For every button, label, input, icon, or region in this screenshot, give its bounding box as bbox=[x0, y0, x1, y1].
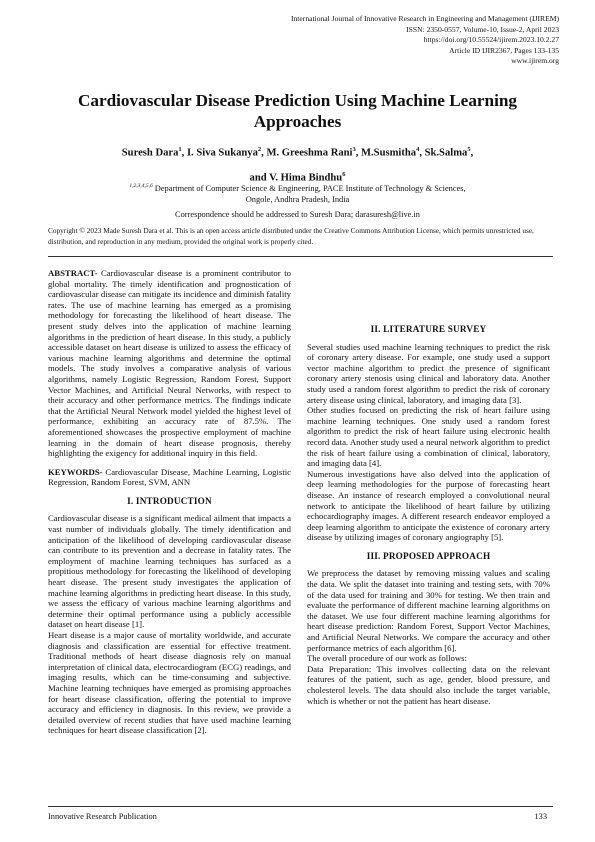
author-name: I. Siva Sukanya bbox=[186, 147, 258, 159]
author-index: 3 bbox=[352, 146, 356, 153]
copyright-notice: Copyright © 2023 Made Suresh Dara et al. This is an open access article distributed under the Creative Commons Attribution License, which permits unrestricted use, distribution, and reproduction in any medium, provided the original work is properly cited. bbox=[48, 226, 534, 246]
author-name: Sk.Salma bbox=[424, 147, 468, 159]
proposed-paragraph: We preprocess the dataset by removing missing values and scaling the data. We split the dataset into training and testing sets, with 70% of the data used for training and 30% for testing. We then train and evaluate the performance of different machine learning algorithms on the dataset. We use four different machine learning algorithms for heart disease prediction: Random Forest, Support Vector Machines, and Artificial Neural Networks. We compare the accuracy and other performance metrics of each algorithm [6]. bbox=[307, 568, 550, 653]
affiliation-line2: Ongole, Andhra Pradesh, India bbox=[245, 194, 350, 204]
author-name: M.Susmitha bbox=[361, 147, 417, 159]
paper-title: Cardiovascular Disease Prediction Using Machine Learning Approaches bbox=[77, 91, 518, 131]
article-id: Article ID IJIR2367, Pages 133-135 bbox=[449, 45, 559, 55]
proposed-paragraph: Data Preparation: This involves collecting data on the relevant features of the patient, such as age, gender, blood pressure, and cholesterol levels. The data should also include the target variable, which is whether or not the patient has heart disease. bbox=[307, 663, 550, 706]
section-heading-introduction: I. INTRODUCTION bbox=[127, 495, 212, 506]
author-separator: , bbox=[181, 147, 187, 159]
right-column bbox=[307, 268, 550, 706]
correspondence: Correspondence should be addressed to Suresh Dara; darasuresh@live.in bbox=[175, 210, 420, 219]
section-heading-proposed: III. PROPOSED APPROACH bbox=[366, 550, 491, 561]
author-name: M. Greeshma Rani bbox=[266, 147, 353, 159]
author-index: 1 bbox=[178, 146, 182, 153]
issn-line: ISSN: 2350-0557, Volume-10, Issue-2, April 2023 bbox=[406, 24, 559, 34]
affiliation-line1: Department of Computer Science & Engineering, PACE Institute of Technology & Sciences, bbox=[154, 183, 466, 193]
intro-paragraph: Cardiovascular disease is a significant medical ailment that impacts a vast number of individuals globally. The timely identification and anticipation of the likelihood of developing cardiovascular disease can contribute to its prevention and a decrease in fatality rates. The employment of machine learning techniques has surfaced as a propitious methodology for forecasting the likelihood of developing heart disease. The present study investigates the application of machine learning algorithms in predicting heart disease. In this study, we assess the efficacy of various machine learning algorithms and determine their optimal performance using a publicly accessible dataset on heart disease [1]. bbox=[48, 513, 291, 630]
author-separator: , bbox=[355, 147, 362, 159]
keywords-label: KEYWORDS- bbox=[48, 466, 103, 477]
author-separator: , bbox=[261, 147, 267, 159]
author-name: and V. Hima Bindhu bbox=[249, 172, 343, 184]
author-separator: , bbox=[419, 147, 425, 159]
literature-paragraph: Several studies used machine learning techniques to predict the risk of coronary artery disease. For example, one study used a support vector machine algorithm to predict the presence of significant coronary artery stenosis using clinical and laboratory data. Another study used a random forest algorithm to predict the risk of coronary artery disease using clinical, laboratory, and imaging data [3]. bbox=[307, 341, 550, 405]
page-number: 133 bbox=[534, 812, 547, 821]
author-index: 2 bbox=[257, 146, 262, 153]
abstract-text: Cardiovascular disease is a prominent contributor to global mortality. The timely identification and prognostication of cardiovascular disease can mitigate its incidence and diminish fatality rates. The use of machine learning has emerged as a promising methodology for forecasting the likelihood of heart disease. The present study delves into the application of machine learning algorithms in the prediction of heart disease. In this study, a publicly accessible dataset on heart disease is utilized to assess the efficacy of various machine learning algorithms and determine the optimal models. The study involves a comparative analysis of various algorithms, namely Logistic Regression, Random Forest, Support Vector Machines, and Artificial Neural Networks, with respect to their accuracy and other performance metrics. The findings indicate that the Artificial Neural Network model yielded the highest level of performance, exhibiting an accuracy rate of 87.5%. The aforementioned showcases the prospective employment of machine learning in the domain of heart disease prognosis, thereby highlighting the exigency for additional inquiry in this field. bbox=[48, 268, 291, 459]
journal-name: International Journal of Innovative Research in Engineering and Management (IJIREM) bbox=[290, 14, 559, 23]
abstract bbox=[48, 268, 291, 459]
left-column bbox=[48, 268, 291, 736]
author-index: 6 bbox=[342, 170, 346, 178]
affiliation-index: 1,2,3,4,5,6 bbox=[129, 183, 153, 189]
author-index: 5 bbox=[467, 146, 471, 153]
footer-divider bbox=[48, 806, 553, 807]
section-heading-literature: II. LITERATURE SURVEY bbox=[370, 324, 487, 334]
intro-paragraph: Heart disease is a major cause of mortality worldwide, and accurate diagnosis and classification are essential for effective treatment. Traditional methods of heart disease diagnosis rely on manual interpretation of clinical data, electrocardiogram (ECG) readings, and imaging results, which can be time-consuming and subjective. Machine learning techniques have emerged as promising approaches for heart disease classification, offering the potential to improve accuracy and efficiency in diagnosis. In this review, we provide a detailed overview of recent studies that have used machine learning techniques for heart disease classification [2]. bbox=[48, 630, 291, 736]
footer-publisher: Innovative Research Publication bbox=[48, 812, 157, 821]
website-link[interactable]: www.ijirem.org bbox=[511, 56, 559, 65]
author-name: Suresh Dara bbox=[121, 147, 179, 159]
keywords-text: Cardiovascular Disease, Machine Learning, Logistic Regression, Random Forest, SVM, ANN bbox=[48, 466, 291, 488]
keywords bbox=[48, 467, 291, 488]
author-separator: , bbox=[470, 147, 474, 159]
affiliation bbox=[60, 181, 535, 205]
author-index: 4 bbox=[416, 146, 420, 153]
abstract-label: ABSTRACT- bbox=[48, 268, 98, 278]
doi-link[interactable]: https://doi.org/10.55524/ijirem.2023.10.2.27 bbox=[423, 35, 559, 44]
literature-paragraph: Numerous investigations have also delved into the application of deep learning methodologies for the purpose of forecasting heart disease. An instance of research employed a convolutional neural network to anticipate the likelihood of heart failure by utilizing echocardiography images. A different research endeavor employed a deep learning algorithm to anticipate the existence of coronary artery disease by utilizing images of coronary angiography [5]. bbox=[307, 468, 550, 543]
literature-paragraph: Other studies focused on predicting the risk of heart failure using machine learning techniques. One study used a random forest algorithm to predict the risk of heart failure using electronic health record data. Another study used a neural network algorithm to predict the risk of heart failure using a combination of clinical, laboratory, and imaging data [4]. bbox=[307, 405, 550, 469]
top-divider bbox=[48, 256, 553, 257]
journal-header bbox=[159, 14, 559, 67]
proposed-paragraph: The overall procedure of our work as follows: bbox=[307, 653, 467, 664]
